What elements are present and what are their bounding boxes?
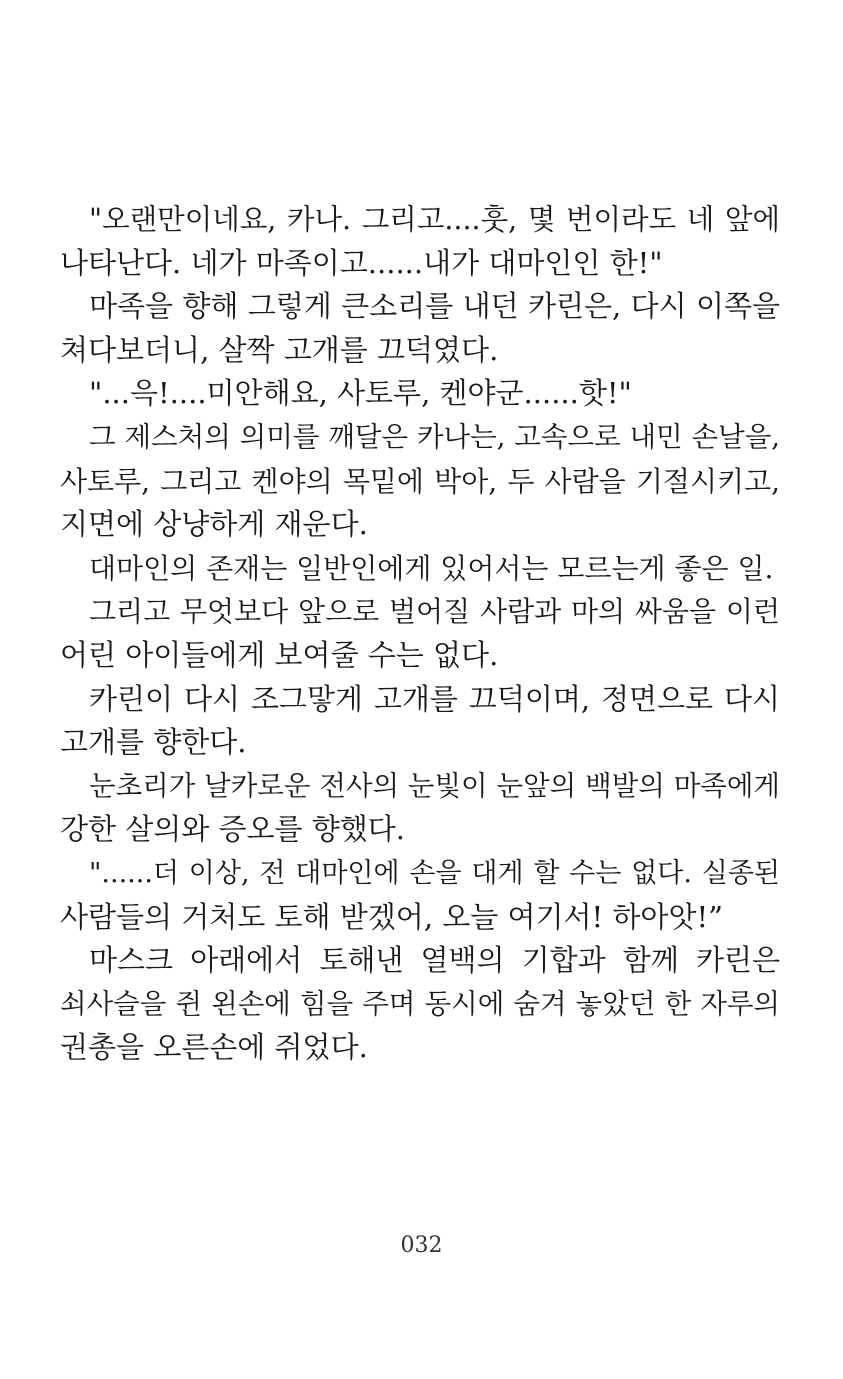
text-line: "오랜만이네요, 카나. 그리고....훗, 몇 번이라도 네 앞에 bbox=[89, 203, 780, 236]
page-number: 032 bbox=[400, 1233, 443, 1258]
text-line: 쇠사슬을 쥔 왼손에 힘을 주며 동시에 숨겨 놓았던 한 자루의 bbox=[60, 987, 780, 1020]
paragraph bbox=[60, 416, 780, 547]
text-line: 그리고 무엇보다 앞으로 벌어질 사람과 마의 싸움을 이런 bbox=[89, 595, 780, 629]
text-line: 지면에 상냥하게 재운다. bbox=[60, 507, 368, 542]
paragraph bbox=[60, 939, 780, 1070]
text-line: 어린 아이들에게 보여줄 수는 없다. bbox=[60, 637, 499, 672]
text-line: "......더 이상, 전 대마인에 손을 대게 할 수는 없다. 실종된 bbox=[89, 857, 780, 889]
paragraph bbox=[60, 372, 780, 416]
paragraph bbox=[60, 198, 780, 285]
text-line: 눈초리가 날카로운 전사의 눈빛이 눈앞의 백발의 마족에게 bbox=[89, 769, 780, 802]
text-line: 사람들의 거처도 토해 받겠어, 오늘 여기서! 하아앗!” bbox=[60, 899, 723, 934]
text-line: 마족을 향해 그렇게 큰소리를 내던 카린은, 다시 이쪽을 bbox=[89, 289, 780, 324]
text-line: 사토루, 그리고 켄야의 목밑에 박아, 두 사람을 기절시키고, bbox=[60, 464, 780, 498]
paragraph bbox=[60, 285, 780, 372]
text-line: 대마인의 존재는 일반인에게 있어서는 모르는게 좋은 일. bbox=[89, 551, 774, 585]
text-line: "...윽!....미안해요, 사토루, 켄야군......핫!" bbox=[89, 376, 632, 411]
paragraph bbox=[60, 852, 780, 939]
paragraph bbox=[60, 765, 780, 852]
body-text bbox=[60, 198, 780, 1070]
paragraph bbox=[60, 678, 780, 765]
paragraph bbox=[60, 547, 780, 591]
text-line: 카린이 다시 조그맣게 고개를 끄덕이며, 정면으로 다시 bbox=[89, 681, 780, 716]
text-line: 마스크 아래에서 토해낸 열백의 기합과 함께 카린은 bbox=[89, 943, 780, 978]
text-line: 그 제스처의 의미를 깨달은 카나는, 고속으로 내민 손날을, bbox=[89, 420, 780, 453]
text-line: 나타난다. 네가 마족이고......내가 대마인인 한!" bbox=[60, 245, 663, 280]
text-line: 강한 살의와 증오를 향했다. bbox=[60, 812, 406, 847]
text-line: 쳐다보더니, 살짝 고개를 끄덕였다. bbox=[60, 332, 499, 367]
text-line: 권총을 오른손에 쥐었다. bbox=[60, 1030, 368, 1065]
paragraph bbox=[60, 590, 780, 677]
text-line: 고개를 향한다. bbox=[60, 725, 247, 760]
